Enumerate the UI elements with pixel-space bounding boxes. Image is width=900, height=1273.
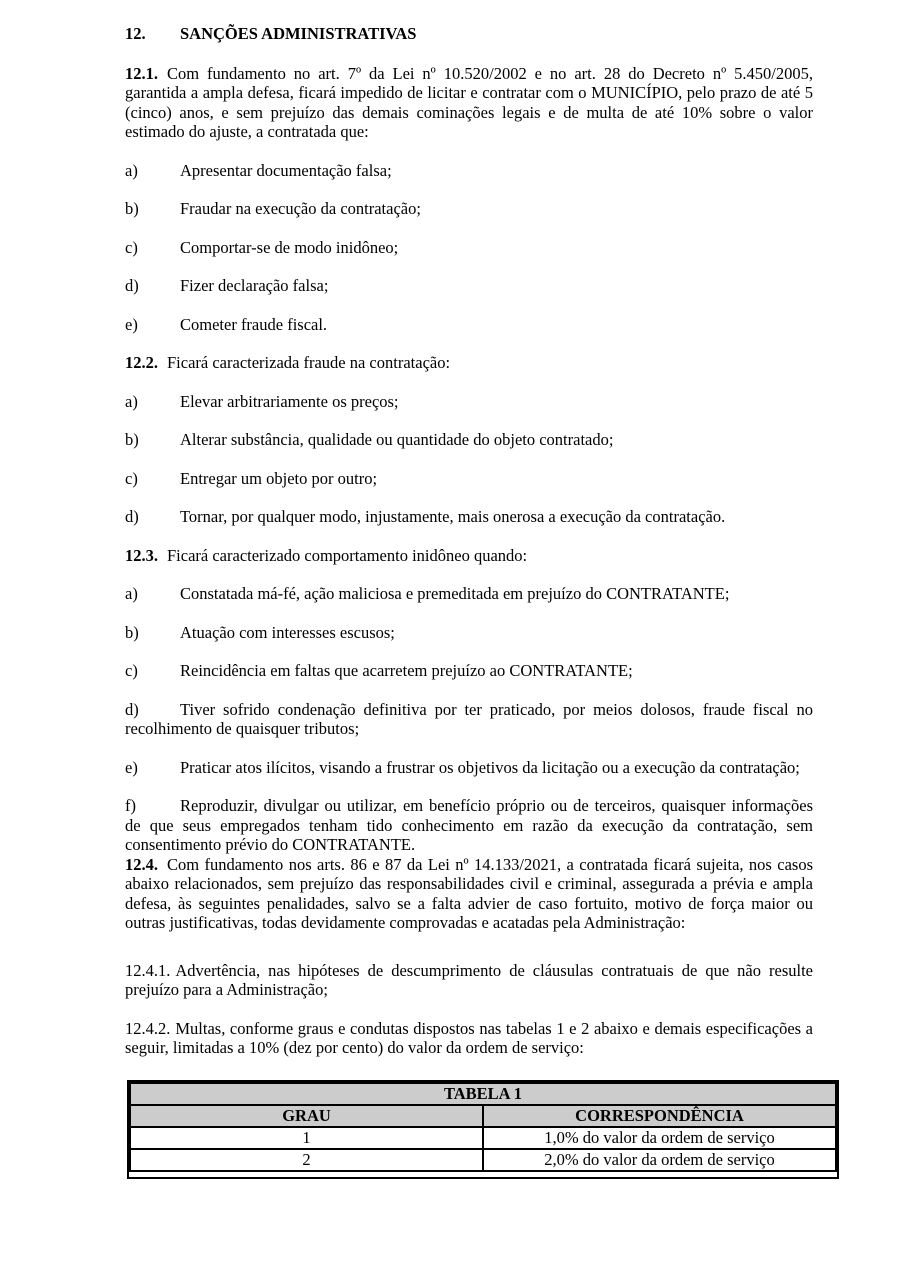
section-number: 12. [125, 24, 146, 43]
item-12-2-a [125, 392, 813, 412]
item-letter: d) [125, 507, 139, 526]
item-letter: c) [125, 661, 138, 680]
clause-text: Com fundamento nos arts. 86 e 87 da Lei nº 14.133/2021, a contratada ficará sujeita, nos casos abaixo relacionados, sem prejuízo das responsabilidades civil e criminal, assegurada a prévia e ampla defesa, às seguintes penalidades, salvo se a falta advier de caso fortuito, motivo de força maior ou outras justificativas, todas devidamente comprovadas e acatadas pela Administração: [125, 854, 813, 932]
item-letter: e) [125, 314, 138, 334]
item-12-3-a [125, 584, 813, 604]
item-12-1-c [125, 238, 813, 258]
item-text: Tiver sofrido condenação definitiva por ter praticado, por meios dolosos, fraude fiscal no recolhimento de quaisquer tributos; [125, 699, 813, 738]
item-text: Entregar um objeto por outro; [180, 468, 378, 488]
item-12-2-b [125, 430, 813, 450]
section-heading [125, 24, 813, 44]
tabela-1-frame [127, 1080, 839, 1179]
item-12-3-f [125, 796, 813, 855]
cell-grau: 1 [130, 1127, 483, 1149]
item-letter: c) [125, 237, 138, 257]
item-text: Fraudar na execução da contratação; [180, 199, 421, 218]
section-title: SANÇÕES ADMINISTRATIVAS [180, 24, 417, 43]
item-text: Apresentar documentação falsa; [180, 160, 392, 180]
item-12-1-e [125, 315, 813, 335]
item-letter: d) [125, 699, 139, 719]
clause-text: Com fundamento no art. 7º da Lei nº 10.520/2002 e no art. 28 do Decreto nº 5.450/2005, garantida a ampla defesa, ficará impedido de licitar e contratar com o MUNICÍPIO, pelo prazo de até 5 (cinco) anos, e sem prejuízo das demais cominações legais e de multa de até 10% sobre o valor estimado do ajuste, a contratada que: [125, 63, 813, 141]
item-text: Tornar, por qualquer modo, injustamente, mais onerosa a execução da contratação. [180, 507, 726, 526]
item-text: Constatada má-fé, ação maliciosa e premeditada em prejuízo do CONTRATANTE; [180, 584, 730, 603]
column-header-correspondencia: CORRESPONDÊNCIA [483, 1105, 836, 1127]
cell-correspondencia: 2,0% do valor da ordem de serviço [483, 1149, 836, 1171]
item-text: Praticar atos ilícitos, visando a frustrar os objetivos da licitação ou a execução da contratação; [180, 757, 800, 777]
item-12-3-b [125, 623, 813, 643]
cell-correspondencia: 1,0% do valor da ordem de serviço [483, 1127, 836, 1149]
item-12-1-a [125, 161, 813, 181]
clause-text: Multas, conforme graus e condutas dispostos nas tabelas 1 e 2 abaixo e demais especificações a seguir, limitadas a 10% (dez por cento) do valor da ordem de serviço: [125, 1018, 813, 1057]
clause-text: Ficará caracterizada fraude na contratação: [167, 353, 451, 372]
clause-number: 12.2. [125, 353, 158, 372]
item-12-3-c [125, 661, 813, 681]
clause-12-4 [125, 855, 813, 933]
tabela-1 [129, 1082, 837, 1172]
item-text: Elevar arbitrariamente os preços; [180, 391, 399, 411]
table-row [130, 1127, 836, 1149]
item-12-3-e [125, 758, 813, 778]
item-letter: e) [125, 757, 138, 777]
table-header-row [130, 1105, 836, 1127]
item-12-1-d [125, 276, 813, 296]
item-text: Reproduzir, divulgar ou utilizar, em benefício próprio ou de terceiros, quaisquer informações de que seus empregados tenham tido conhecimento em razão da execução da contratação, sem consentimento prévio do CONTRATANTE. [125, 796, 813, 854]
clause-text: Advertência, nas hipóteses de descumprimento de cláusulas contratuais de que não resulte prejuízo para a Administração; [125, 960, 813, 999]
item-letter: b) [125, 622, 139, 642]
item-letter: d) [125, 276, 139, 295]
item-text: Reincidência em faltas que acarretem prejuízo ao CONTRATANTE; [180, 661, 633, 680]
table-title: TABELA 1 [130, 1083, 836, 1105]
item-letter: b) [125, 199, 139, 218]
clause-text: Ficará caracterizado comportamento inidôneo quando: [167, 545, 528, 565]
item-letter: b) [125, 430, 139, 449]
cell-grau: 2 [130, 1149, 483, 1171]
clause-number: 12.3. [125, 545, 158, 565]
item-text: Alterar substância, qualidade ou quantidade do objeto contratado; [180, 430, 614, 449]
clause-12-4-2 [125, 1019, 813, 1058]
clause-number: 12.4.1. [125, 960, 171, 980]
clause-number: 12.4.2. [125, 1018, 171, 1038]
table-title-row [130, 1083, 836, 1105]
item-12-2-d [125, 507, 813, 527]
clause-number: 12.1. [125, 63, 158, 83]
clause-12-2 [125, 353, 813, 373]
clause-12-1 [125, 64, 813, 142]
item-letter: c) [125, 468, 138, 488]
item-12-1-b [125, 199, 813, 219]
item-text: Fizer declaração falsa; [180, 276, 329, 295]
item-text: Comportar-se de modo inidôneo; [180, 237, 399, 257]
item-letter: f) [125, 796, 136, 815]
item-letter: a) [125, 584, 138, 603]
item-12-3-d [125, 700, 813, 739]
item-text: Atuação com interesses escusos; [180, 622, 395, 642]
item-text: Cometer fraude fiscal. [180, 314, 328, 334]
item-letter: a) [125, 160, 138, 180]
item-12-2-c [125, 469, 813, 489]
clause-12-3 [125, 546, 813, 566]
clause-number: 12.4. [125, 854, 158, 874]
table-row [130, 1149, 836, 1171]
item-letter: a) [125, 391, 138, 411]
column-header-grau: GRAU [130, 1105, 483, 1127]
clause-12-4-1 [125, 961, 813, 1000]
